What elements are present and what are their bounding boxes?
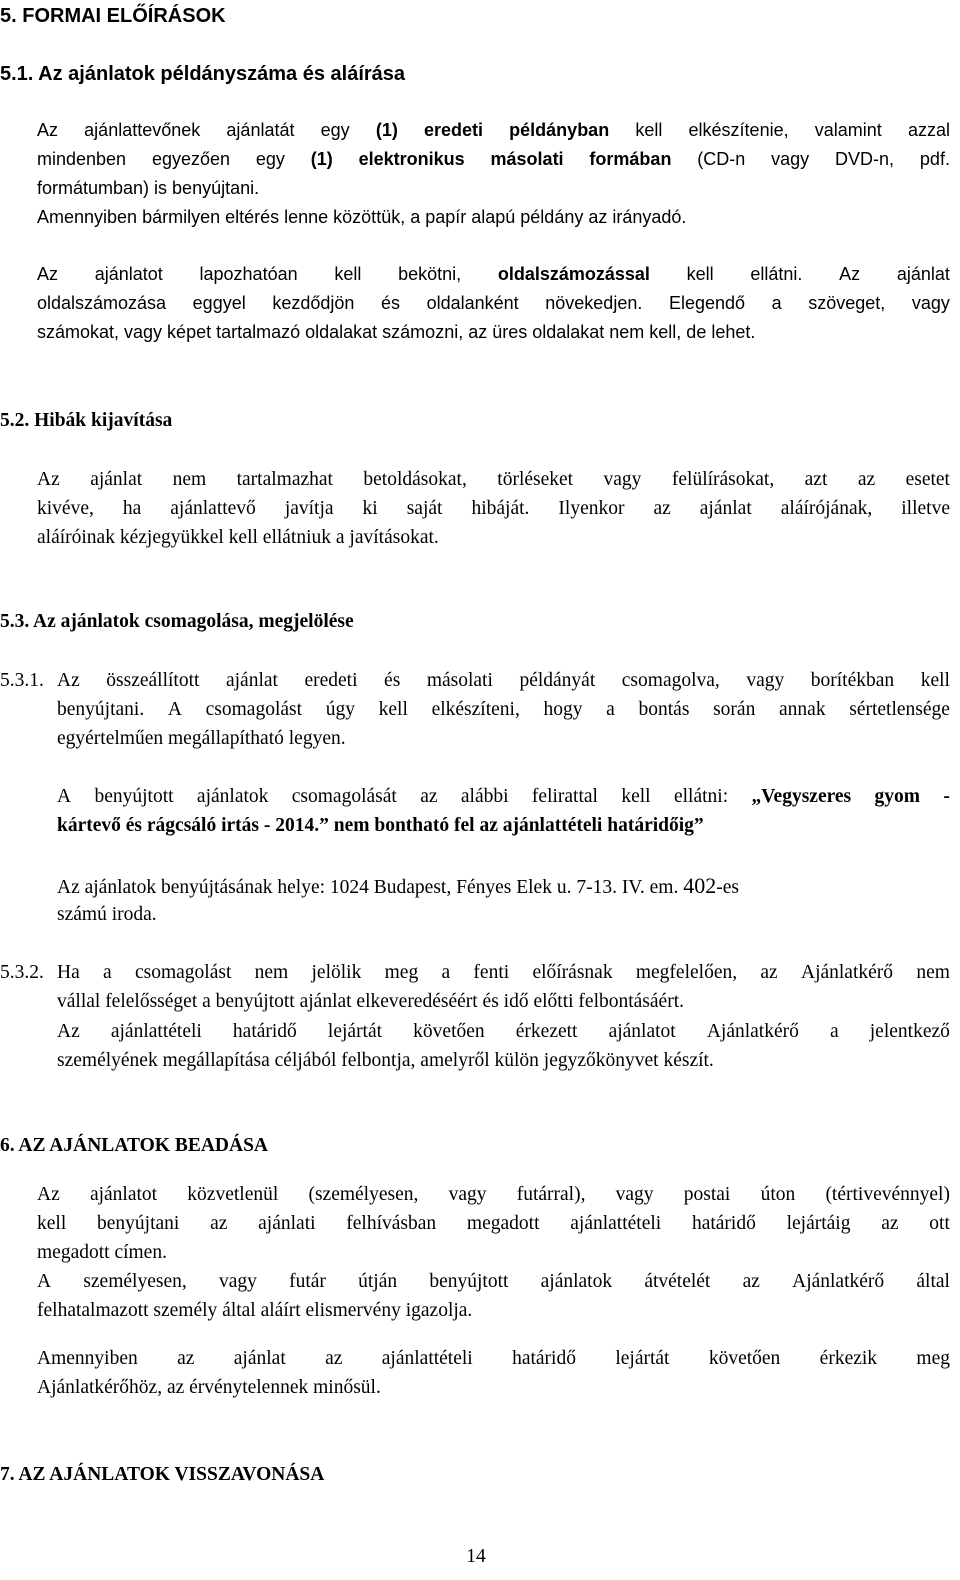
word: úgy [325, 699, 355, 720]
word: határidő [691, 1213, 756, 1234]
word-group [897, 262, 950, 286]
s6-line: megadott címen. [37, 1242, 167, 1263]
s52-line: aláíróinak kézjegyükkel kell ellátniuk a javításokat. [37, 527, 439, 548]
text-run: A [57, 786, 72, 807]
s51-p2-line [37, 320, 755, 344]
word-group [292, 785, 397, 809]
word: Ilyenkor [558, 498, 625, 519]
word: az [881, 1213, 899, 1234]
word: az [210, 1213, 228, 1234]
text-run: valamint [814, 120, 882, 140]
word: ajánlatok [540, 1271, 613, 1292]
s6-line [37, 1347, 950, 1371]
bold-text-run: gyom [874, 786, 921, 807]
word-group [545, 291, 642, 315]
word: csomagolva, [621, 670, 720, 691]
word: ha [122, 498, 142, 519]
s6-line: Ajánlatkérőhöz, az érvénytelennek minősül. [37, 1377, 381, 1398]
word-group [920, 147, 950, 171]
word: útján [358, 1271, 398, 1292]
s531-line [57, 698, 950, 722]
word: a [103, 962, 112, 983]
word: nem [172, 469, 207, 490]
text-run: mindenben [37, 149, 127, 169]
word: Ha [57, 962, 80, 983]
word: megfelelően, [635, 962, 738, 983]
s51-p2-line [37, 291, 950, 315]
word-group [835, 147, 894, 171]
word: felülírásokat, [671, 469, 775, 490]
word: személyesen, [83, 1271, 187, 1292]
word: és [384, 670, 401, 691]
section-5-heading: 5. FORMAI ELŐÍRÁSOK [0, 5, 226, 27]
word: felhívásban [346, 1213, 437, 1234]
word-group [839, 262, 860, 286]
word-group [635, 118, 662, 142]
word: Ajánlatkérő [706, 1021, 799, 1042]
text-run: eggyel [192, 293, 246, 313]
word: lejártáig [786, 1213, 851, 1234]
word: illetve [901, 498, 950, 519]
text-run: vagy [771, 149, 810, 169]
word: összeállított [106, 670, 200, 691]
word-group [912, 291, 950, 315]
bold-text-run: (1) [375, 120, 398, 140]
text-run: ellátni: [673, 786, 729, 807]
large-text-run: 402 [683, 873, 717, 898]
word: közvetlenül [187, 1184, 279, 1205]
word-group [311, 147, 333, 171]
word: azt [804, 469, 828, 490]
word-group [491, 147, 564, 171]
bold-text-run: elektronikus [358, 149, 465, 169]
word-group [589, 147, 671, 171]
word: betoldásokat, [363, 469, 467, 490]
text-run: benyújtott [94, 786, 174, 807]
word-group [772, 291, 782, 315]
text-run: ajánlatok [196, 786, 269, 807]
s531-line [57, 669, 950, 693]
word: elkészíteni, [431, 699, 520, 720]
word: ajánlattételi [110, 1021, 202, 1042]
text-run: egyezően [151, 149, 231, 169]
word: jelentkező [869, 1021, 950, 1042]
word: (tértivevénnyel) [825, 1184, 950, 1205]
word-group [200, 262, 298, 286]
word-group [621, 785, 650, 809]
word-group [359, 147, 465, 171]
text-run: szöveget, [808, 293, 886, 313]
word-group [771, 147, 809, 171]
word: postai [683, 1184, 731, 1205]
word: Ajánlatkérő [800, 962, 894, 983]
word-group [84, 118, 200, 142]
bold-text-run: oldalszámozással [497, 264, 650, 284]
word-group [689, 118, 789, 142]
word-group [37, 147, 126, 171]
s532-number: 5.3.2. [0, 962, 44, 983]
s532-line [57, 961, 950, 985]
word-group [498, 262, 650, 286]
s52-line [37, 497, 950, 521]
word: törléseket [497, 469, 574, 490]
section-5-3-title: 5.3. Az ajánlatok csomagolása, megjelölése [0, 611, 354, 632]
bold-text-run: „Vegyszeres [751, 786, 852, 807]
s6-line [37, 1183, 950, 1207]
s532-line: vállal felelősséget a benyújtott ajánlat elkeveredéséért és idő előtti felbontásáért. [57, 991, 684, 1012]
text-run: DVD-n, [835, 149, 895, 169]
word: által [916, 1271, 950, 1292]
word-group [509, 118, 609, 142]
word-group [461, 785, 509, 809]
word: aláírójának, [780, 498, 873, 519]
word: (személyesen, [308, 1184, 419, 1205]
word-group [57, 785, 71, 809]
text-run: bekötni, [398, 264, 462, 284]
word: saját [406, 498, 443, 519]
bold-text-run: másolati [490, 149, 564, 169]
text-run: kezdődjön [272, 293, 355, 313]
word: ajánlatot [608, 1021, 676, 1042]
word: fenti [473, 962, 510, 983]
word: úton [760, 1184, 796, 1205]
word: meg [384, 962, 419, 983]
text-run: Elegendő [668, 293, 746, 313]
word: Az [57, 1021, 80, 1042]
word: megadott [466, 1213, 540, 1234]
word-group [532, 785, 598, 809]
submission-place-line: számú iroda. [57, 904, 157, 925]
text-run: azzal [907, 120, 950, 140]
word: ajánlat [233, 1348, 286, 1369]
word: tartalmazhat [236, 469, 333, 490]
word: benyújtani. [57, 699, 145, 720]
s532-line: személyének megállapítása céljából felbontja, amelyről külön jegyzőkönyvet készít. [57, 1050, 714, 1071]
word-group [381, 291, 400, 315]
section-5-2-title: 5.2. Hibák kijavítása [0, 410, 173, 431]
word: Ajánlatkérő [792, 1271, 885, 1292]
word: ott [929, 1213, 950, 1234]
page-number: 14 [466, 1546, 486, 1567]
text-run: csomagolását [291, 786, 397, 807]
bold-text-run: példányban [509, 120, 610, 140]
word: lejártát [327, 1021, 383, 1042]
text-run: -es [716, 877, 739, 898]
s52-line [37, 468, 950, 492]
word-group [815, 118, 882, 142]
text-run: felirattal [531, 786, 598, 807]
text-run: ajánlattevőnek [84, 120, 201, 140]
word-group [427, 291, 519, 315]
word-group [37, 262, 58, 286]
text-run: ajánlat [896, 264, 950, 284]
s6-line [37, 1270, 950, 1294]
word: sértetlensége [849, 699, 950, 720]
word: javítja [284, 498, 334, 519]
text-run: az [420, 786, 438, 807]
s531-number: 5.3.1. [0, 670, 44, 691]
word: jelölik [311, 962, 362, 983]
text-run: (CD-n [697, 149, 746, 169]
text-run: formátumban) is benyújtani. [37, 178, 260, 198]
word: átvételét [644, 1271, 711, 1292]
text-run: ellátni. [750, 264, 803, 284]
text-run: lapozhatóan [199, 264, 298, 284]
text-run: és [380, 293, 400, 313]
word: előírásnak [532, 962, 613, 983]
word-group [334, 262, 361, 286]
word: ajánlattevő [170, 498, 256, 519]
word-group [875, 785, 921, 809]
word: ajánlattételi [570, 1213, 662, 1234]
text-run: Az [37, 120, 59, 140]
word-group [321, 118, 350, 142]
text-run: ajánlatát [226, 120, 295, 140]
word: érkezik [819, 1348, 878, 1369]
word: benyújtott [429, 1271, 509, 1292]
text-run: oldalanként [426, 293, 519, 313]
text-run: vagy [911, 293, 950, 313]
s6-line: felhatalmazott személy által aláírt elismervény igazolja. [37, 1300, 473, 1321]
word: a [441, 962, 451, 983]
text-run: Az [839, 264, 861, 284]
word: határidő [512, 1348, 576, 1369]
word: Az [57, 670, 80, 691]
word: ajánlat [225, 670, 278, 691]
word: Amennyiben [37, 1348, 138, 1369]
word-group [376, 118, 398, 142]
word: csomagolást [205, 699, 303, 720]
word: ajánlat [699, 498, 752, 519]
word: ki [362, 498, 378, 519]
word: lejártát [615, 1348, 670, 1369]
word-group [674, 785, 728, 809]
word: az [177, 1348, 195, 1369]
word: bontás [638, 699, 690, 720]
word: eredeti [304, 670, 358, 691]
word: határidő [232, 1021, 297, 1042]
text-run: pdf. [919, 149, 950, 169]
word-group [197, 785, 268, 809]
s51-p1-line [37, 147, 950, 171]
section-5-1-title: 5.1. Az ajánlatok példányszáma és aláírása [0, 63, 406, 85]
word: érkezett [515, 1021, 578, 1042]
text-run: egy [255, 149, 285, 169]
text-run: Az ajánlatok benyújtásának helye: 1024 Budapest, Fényes Elek u. 7-13. IV. em. [57, 877, 684, 898]
word-group [752, 785, 852, 809]
s531-line: egyértelműen megállapítható legyen. [57, 728, 346, 749]
word: vagy [746, 670, 785, 691]
s51-p1-line [37, 176, 259, 200]
word-group [226, 118, 294, 142]
text-run: a [771, 293, 782, 313]
text-run: kell [635, 120, 663, 140]
s6-line [37, 1212, 950, 1236]
word-group [943, 785, 950, 809]
word: kell [920, 670, 950, 691]
word: az [760, 962, 778, 983]
submission-place-line [57, 874, 739, 900]
word: az [742, 1271, 760, 1292]
word: másolati [426, 670, 493, 691]
label-instruction-line: kártevő és rágcsáló irtás - 2014.” nem bontható fel az ajánlattételi határidőig” [57, 815, 704, 836]
word-group [398, 262, 461, 286]
word-group [95, 262, 163, 286]
word: borítékban [810, 670, 895, 691]
bold-text-run: - [943, 786, 950, 807]
word-group [908, 118, 950, 142]
word: hogy [543, 699, 583, 720]
word-group [272, 291, 354, 315]
text-run: oldalszámozása [37, 293, 167, 313]
section-6-heading: 6. AZ AJÁNLATOK BEADÁSA [0, 1135, 269, 1156]
label-instruction-line [57, 785, 950, 809]
word: vagy [603, 469, 642, 490]
s51-p1-line [37, 118, 950, 142]
word: ajánlattételi [381, 1348, 473, 1369]
word-group [37, 118, 58, 142]
word: kell [378, 699, 408, 720]
word-group [697, 147, 745, 171]
word-group [687, 262, 714, 286]
text-run: kell [334, 264, 362, 284]
word: követően [708, 1348, 781, 1369]
word-group [37, 291, 166, 315]
text-run: elkészítenie, [688, 120, 789, 140]
word: annak [779, 699, 826, 720]
word: vagy [218, 1271, 257, 1292]
s51-p2-line [37, 262, 950, 286]
word-group [424, 118, 483, 142]
word: kell [37, 1213, 67, 1234]
word: Az [37, 1184, 60, 1205]
s51-p1-line [37, 205, 686, 229]
word-group [94, 785, 173, 809]
text-run: ajánlatot [94, 264, 163, 284]
word: nem [916, 962, 950, 983]
word-group [193, 291, 246, 315]
word: meg [916, 1348, 950, 1369]
word-group [152, 147, 230, 171]
bold-text-run: eredeti [423, 120, 484, 140]
word: futár [289, 1271, 326, 1292]
word: során [713, 699, 756, 720]
text-run: kell [686, 264, 714, 284]
word: A [167, 699, 182, 720]
section-7-heading: 7. AZ AJÁNLATOK VISSZAVONÁSA [0, 1464, 325, 1485]
word: ajánlat [90, 469, 143, 490]
word: hibáját. [471, 498, 530, 519]
text-run: növekedjen. [545, 293, 643, 313]
word: esetet [905, 469, 950, 490]
word: futárral), [516, 1184, 586, 1205]
word: a [829, 1021, 839, 1042]
word-group [750, 262, 802, 286]
word-group [669, 291, 745, 315]
bold-text-run: formában [589, 149, 672, 169]
word: kivéve, [37, 498, 94, 519]
word: A [37, 1271, 52, 1292]
word: példányát [519, 670, 596, 691]
word: vagy [448, 1184, 487, 1205]
word: csomagolást [134, 962, 232, 983]
word: ajánlati [258, 1213, 316, 1234]
text-run: kell [621, 786, 651, 807]
word: vagy [615, 1184, 654, 1205]
word: ajánlatot [89, 1184, 158, 1205]
word: benyújtani [97, 1213, 180, 1234]
word-group [808, 291, 885, 315]
word-group [256, 147, 285, 171]
text-run: egy [320, 120, 350, 140]
text-run: alábbi [460, 786, 509, 807]
text-run: számokat, vagy képet tartalmazó oldalakat számozni, az üres oldalakat nem kell, de lehet. [37, 322, 756, 342]
s532-line [57, 1020, 950, 1044]
word: az [325, 1348, 343, 1369]
word: követően [413, 1021, 485, 1042]
word: nem [254, 962, 289, 983]
text-run: Amennyiben bármilyen eltérés lenne közöttük, a papír alapú példány az irányadó. [37, 207, 687, 227]
bold-text-run: (1) [310, 149, 333, 169]
word: az [653, 498, 671, 519]
word: Az [37, 469, 60, 490]
word: a [606, 699, 615, 720]
text-run: Az [37, 264, 59, 284]
word-group [420, 785, 437, 809]
word: az [857, 469, 876, 490]
